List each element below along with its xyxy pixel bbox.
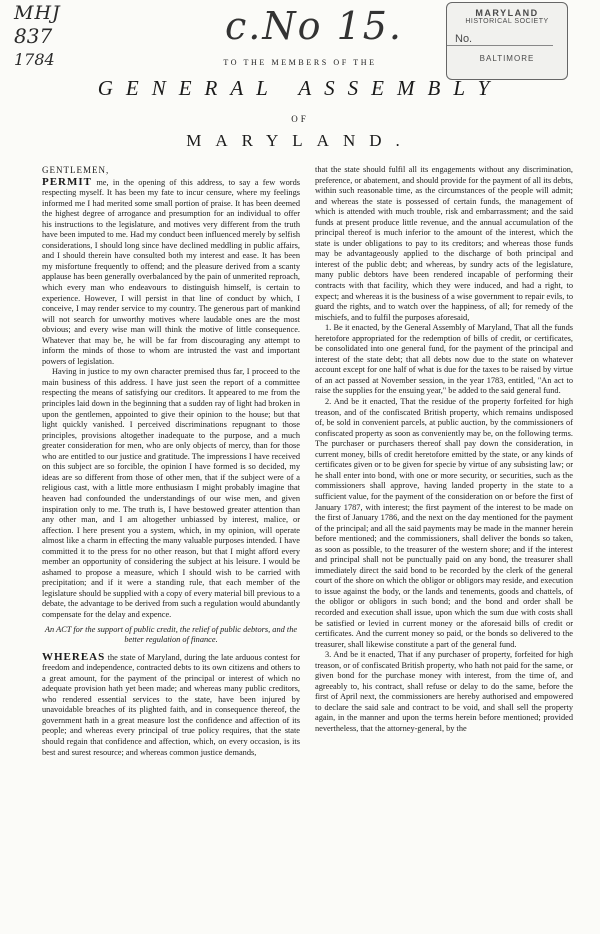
title-of: OF: [291, 114, 309, 124]
drop-cap: WHEREAS: [42, 650, 106, 663]
drop-cap: PERMIT: [42, 175, 92, 188]
stamp-line-3: BALTIMORE: [479, 54, 535, 63]
paragraph-text: the state of Maryland, during the late arduous contest for freedom and independence, contracted debts to its own citizens and others to a great amount, for the payment of the principal or interest of which no adequate provision hath yet been made; and whereas many public creditors, who rendered essential services to the state, have been injured by unavoidable breaches of its plighted faith, and in consequence thereof, the government hath in a great measure lost the confidence and affection of its people; and whereas every principal of true policy requires, that the state should regain that confidence and affection, which, on every occasion, is its best and surest resource; and whereas common justice demands,: [42, 652, 300, 757]
act-title: An ACT for the support of public credit, the relief of public debtors, and the better regulation of finance.: [44, 624, 298, 645]
title-addressee: TO THE MEMBERS OF THE: [223, 58, 377, 67]
paragraph-text: me, in the opening of this address, to say a few words respecting myself. It has been my fate to incur censure, where my feelings informed me I had merited some small portion of praise. It has been deemed the highest degree of arrogance and presumption for an individual to offer his instructions to the legislature, and motives very different from the truth have been imputed to me. Had my conduct been influenced merely by selfish considerations, I should long since have declined meddling in public affairs, and I should therein have consulted both my interest and ease. It has been my misfortune frequently to offend; and the pleasure derived from a scanty applause has been generally overbalanced by the pain of unmerited reproach, which every man who endeavours to distinguish himself, is certain to experience. However, I will persist in that line of conduct by which, I conceive, I may render service to my country. The generous part of mankind will not search for unworthy motives where laudable ones are the most obvious; and every wise man will think the motive of little consequence. Whatever that may be, he will be far from discouraging any attempt to inform the minds of those to whom are intrusted the vast and important powers of legislation.: [42, 177, 300, 366]
handwritten-year: 1784: [14, 50, 55, 69]
paragraph: that the state should fulfil all its engagements without any discrimination, preference, or abatement, and should provide for the payment of all its debts, within such reasonable time, as the circumstances of the people will admit; and whereas the state is possessed of certain funds, the management of which is attended with much trouble, risk and embarrassment; and the said funds at present produce little revenue, and the annual accumulation of the principal thereof is much inferior to the amount of the interest, which the state is under obligations to pay to its creditors; and whereas those funds may be advantageously applied to the discharge of both principal and interest of the public debt; and whereas, by sundry acts of the legislature, many public debtors have been rendered incapable of performing their contracts with that facility, which they were induced, and had a right, to expect; and whereas it is the business of a wise government to repair evils, to guard the rights, and to watch over the happiness, of all; for remedy of the mischiefs, and to fulfil the purposes aforesaid,: [315, 165, 573, 322]
paragraph: [42, 177, 300, 368]
title-general-assembly: GENERAL ASSEMBLY: [97, 76, 503, 100]
handwritten-catalog-number: 837: [14, 24, 53, 48]
salutation: GENTLEMEN,: [42, 165, 110, 175]
handwritten-catalog-mark: MHJ: [14, 2, 61, 24]
paragraph: Having in justice to my own character premised thus far, I proceed to the main business of this address. I have just seen the report of a committee respecting the means of satisfying our creditors. It appeared to me from the principles laid down in the beginning that a sudden ray of light had broken in upon the gentlemen, appointed to give their opinion to the house; but that light quickly vanished. I perceived discriminations repugnant to those principles, provisions altogether inadequate to the purpose, and a much greater consideration for men, who are only objects of mercy, than for those who are entitled to our justice and gratitude. The impressions I have received on this subject are so forcible, the opinion I have formed is so decided, my ideas are so different from those of other men, that if the subject were of a religious cast, with a little more enthusiasm I might probably imagine that heaven had confounded the understandings of our wise men, and given inspiration only to me. The truth is, I have bestowed greater attention than any other man, and I am altogether unbiassed by interest, malice, or affection. I here present you a system, which, in my opinion, will operate almost like a charm in effecting the many valuable purposes intended. I have committed it to the press for no other reason, but that I might afford every member an opportunity of considering the subject at his leisure. I would be ashamed to propose a measure, which I should wish to be carried with precipitation; and if it were a standing rule, that each member of the legislature should be supplied with a copy of every material bill previous to a debate, the advantage to be derived from such a regulation would abundantly compensate for the delay and expence.: [42, 367, 300, 619]
section-1: 1. Be it enacted, by the General Assembly of Maryland, That all the funds heretofore appropriated for the redemption of bills of credit, or certificates, be consolidated into one general fund, for the payment of the principal and interest of the state debt; that all debts now due to the state on whatever account except for one half of what is due for the taxes to be raised by virtue of an act passed at November session, in the year 1783, entitled, "An act to raise the supplies for the ensuing year," be added to the said general fund.: [315, 323, 573, 396]
left-column: [42, 165, 300, 758]
handwritten-item-number: c.No 15.: [225, 4, 404, 48]
library-stamp: [446, 2, 568, 80]
title-maryland: MARYLAND.: [186, 131, 414, 150]
right-column: [315, 165, 573, 735]
paragraph: [42, 652, 300, 758]
section-3: 3. And be it enacted, That if any purchaser of property, forfeited for high treason, or of confiscated British property, who hath not paid for the same, or given bond for the purchase money with interest, from the time of, and agreeably to, his contract, shall refuse or delay to do the same, before the first of April next, the commissioners are hereby authorised and empowered to declare the said sale and contract to be void, and shall sell the property again, in the manner and upon the terms herein before mentioned; provided nevertheless, that the attorney-general, by the: [315, 650, 573, 733]
section-2: 2. And be it enacted, That the residue of the property forfeited for high treason, and of the confiscated British property, which remains undisposed of, be sold in convenient parcels, at public auction, by the commissioners of confiscated property as soon as conveniently may be, on the following terms. The purchaser or purchasers thereof shall pay down the consideration, in current money, bills of credit heretofore emitted by the state, or any kinds of certificates given or to be given for specie by virtue of any subsisting law; or he shall enter into bond, with one or more security, or securities, such as the commissioners shall approve, having landed property in the state to a sufficient value, for the payment of the consideration on or before the first of January 1787, with interest; the first payment of the interest to be made on the first of January 1786, and the next on the day mentioned for the payment of the principal; and all the said payments may be made in the manner herein before mentioned; and the commissioners, shall deliver the bonds so taken, as soon as possible, to the treasurer of the western shore; and if the interest and principal shall not be punctually paid on any bond, the treasurer shall immediately direct the said bond to be recorded by the clerk of the general court of the shore on which the obligor or obligors may reside, and execution to issue against the body, or the lands and tenements, goods and chattels, of the obligor or obligors in such bond; and the bond and order shall be recorded and execution shall issue, upon which the sum due with costs shall be satisfied or levied in current money or the aforesaid bills of credit or certificates. And the current money so paid, or the bonds so delivered to the treasurer, shall likewise constitute a part of the general fund.: [315, 397, 573, 649]
stamp-line-1: MARYLAND: [475, 8, 539, 18]
stamp-line-2: HISTORICAL SOCIETY: [465, 18, 549, 25]
stamp-number-field: No.: [447, 33, 553, 46]
